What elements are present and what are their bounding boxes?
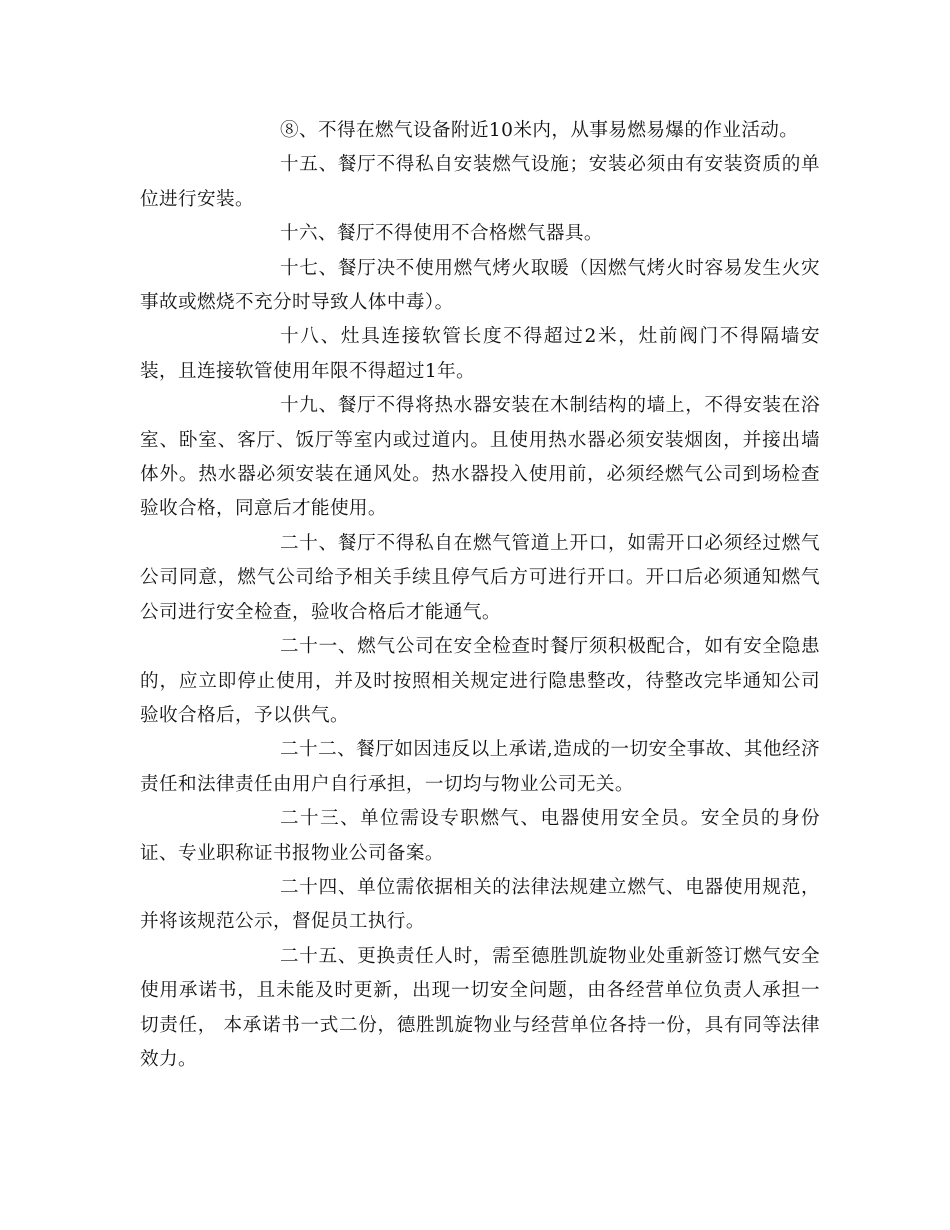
paragraph-clause-18: 十八、灶具连接软管长度不得超过2米，灶前阀门不得隔墙安装，且连接软管使用年限不得超过1年。	[140, 326, 820, 382]
paragraph-item-8: ⑧、不得在燃气设备附近10米内，从事易燃易爆的作业活动。	[280, 120, 799, 141]
paragraph-clause-24: 二十四、单位需依据相关的法律法规建立燃气、电器使用规范，并将该规范公示，督促员工执行。	[140, 876, 820, 933]
paragraph-clause-17: 十七、餐厅决不使用燃气烤火取暖（因燃气烤火时容易发生火灾事故或燃烧不充分时导致人体中毒）。	[140, 257, 820, 314]
paragraph-clause-15: 十五、餐厅不得私自安装燃气设施；安装必须由有安装资质的单位进行安装。	[140, 154, 820, 210]
paragraph-clause-25: 二十五、更换责任人时，需至德胜凯旋物业处重新签订燃气安全使用承诺书，且未能及时更新，出现一切安全问题，由各经营单位负责人承担一切责任， 本承诺书一式二份，德胜凯旋物业与经营单位各持一份，具有同等法律效力。	[140, 945, 820, 1070]
paragraph-clause-16: 十六、餐厅不得使用不合格燃气器具。	[280, 223, 603, 245]
paragraph-clause-20: 二十、餐厅不得私自在燃气管道上开口，如需开口必须经过燃气公司同意，燃气公司给予相关手续且停气后方可进行开口。开口后必须通知燃气公司进行安全检查，验收合格后才能通气。	[140, 532, 820, 623]
paragraph-clause-19: 十九、餐厅不得将热水器安装在木制结构的墙上，不得安装在浴室、卧室、客厅、饭厅等室内或过道内。且使用热水器必须安装烟囱，并接出墙体外。热水器必须安装在通风处。热水器投入使用前，必须经燃气公司到场检查验收合格，同意后才能使用。	[140, 395, 820, 520]
paragraph-clause-22: 二十二、餐厅如因违反以上承诺,造成的一切安全事故、其他经济责任和法律责任由用户自行承担，一切均与物业公司无关。	[140, 739, 820, 795]
paragraph-clause-23: 二十三、单位需设专职燃气、电器使用安全员。安全员的身份证、专业职称证书报物业公司备案。	[140, 808, 820, 864]
document-body	[140, 114, 820, 1077]
paragraph-clause-21: 二十一、燃气公司在安全检查时餐厅须积极配合，如有安全隐患的，应立即停止使用，并及时按照相关规定进行隐患整改，待整改完毕通知公司验收合格后，予以供气。	[140, 636, 820, 726]
